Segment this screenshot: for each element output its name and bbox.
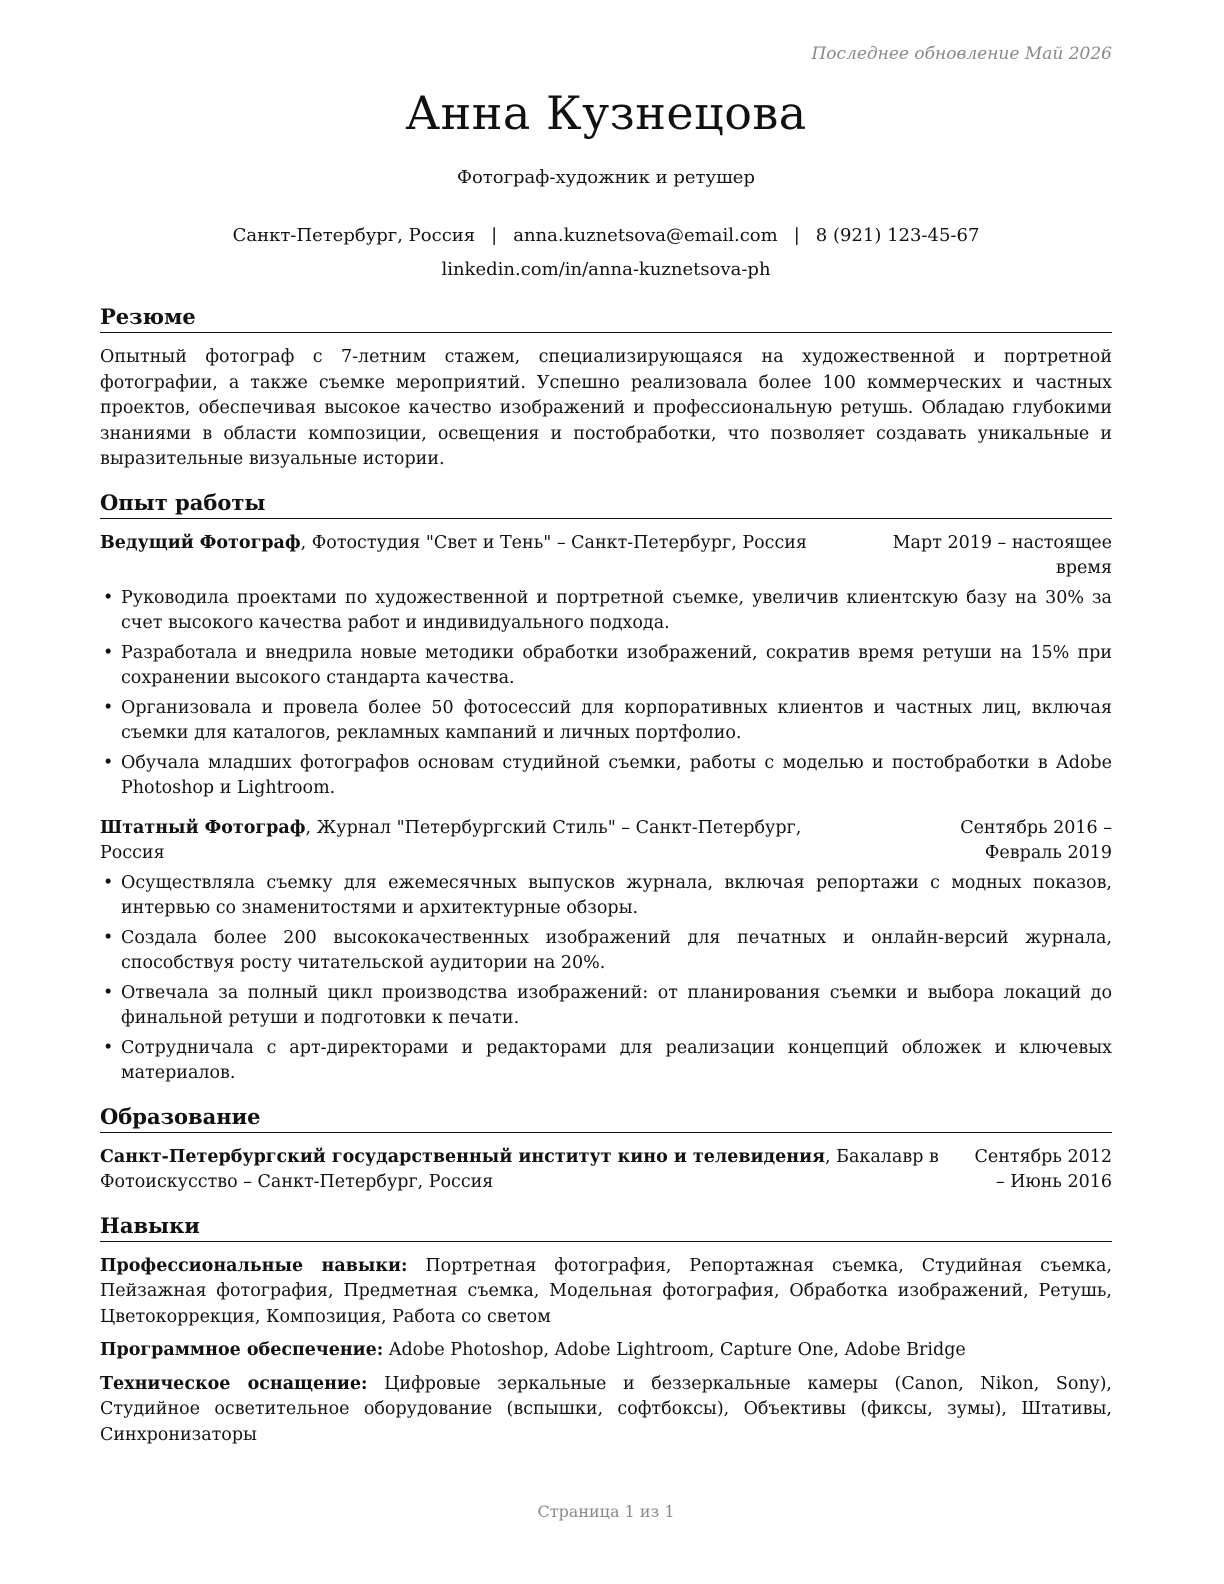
job-header: [100, 816, 1112, 867]
job-role: [100, 816, 878, 867]
bullet: •: [103, 752, 114, 773]
bullet-text: Осуществляла съемку для ежемесячных выпусков журнала, включая репортажи с модных показов, интервью со знаменитостями и архитектурные обзоры.: [121, 872, 1112, 918]
job-dates: Март 2019 – настоящее время: [892, 532, 1112, 578]
list-item: [100, 981, 1112, 1032]
contact-info: [100, 219, 1112, 287]
job-entry: [100, 531, 1112, 802]
job-entry: [100, 816, 1112, 1087]
education-detail: [100, 1145, 972, 1196]
bullet: •: [103, 642, 114, 663]
skills-section: [100, 1212, 1112, 1449]
bullet: •: [103, 927, 114, 948]
section-heading: Резюме: [100, 303, 1112, 333]
skill-label: Техническое оснащение:: [100, 1373, 368, 1394]
candidate-title: Фотограф-художник и ретушер: [457, 167, 755, 188]
last-updated: Последнее обновление Май 2026: [811, 44, 1112, 64]
bullet-text: Сотрудничала с арт-директорами и редакторами для реализации концепций обложек и ключевых материалов.: [121, 1037, 1112, 1083]
separator: |: [793, 225, 800, 246]
location: Санкт-Петербург, Россия: [232, 225, 476, 246]
list-item: [100, 641, 1112, 692]
list-item: [100, 1036, 1112, 1087]
job-role: [100, 531, 878, 557]
experience-section: [100, 489, 1112, 1087]
skill-value: Adobe Photoshop, Adobe Lightroom, Capture One, Adobe Bridge: [383, 1340, 966, 1360]
summary-section: [100, 303, 1112, 473]
bullet: •: [103, 872, 114, 893]
job-bullets: [100, 871, 1112, 1087]
skill-value: Цифровые зеркальные и беззеркальные камеры (Canon, Nikon, Sony), Студийное осветительное оборудование (вспышки, софтбоксы), Объективы (фиксы, зумы), Штативы, Синхронизаторы: [100, 1373, 1112, 1445]
linkedin-link[interactable]: linkedin.com/in/anna-kuznetsova-ph: [441, 259, 771, 280]
section-heading: Образование: [100, 1103, 1112, 1133]
job-company: , Фотостудия "Свет и Тень" – Санкт-Петербург, Россия: [300, 532, 807, 553]
skill-group: [100, 1254, 1112, 1331]
bullet-text: Руководила проектами по художественной и портретной съемке, увеличив клиентскую базу на 30% за счет высокого качества работ и индивидуального подхода.: [121, 587, 1112, 633]
contact-line-1: [100, 219, 1112, 253]
job-position: Штатный Фотограф: [100, 817, 306, 838]
skill-group: [100, 1338, 1112, 1364]
summary-text: Опытный фотограф с 7-летним стажем, специализирующаяся на художественной и портретной фотографии, а также съемке мероприятий. Успешно реализовала более 100 коммерческих и частных проектов, обеспечивая высокое качество изображений и профессиональную ретушь. Обладаю глубокими знаниями в области композиции, освещения и постобработки, что позволяет создавать уникальные и выразительные визуальные истории.: [100, 347, 1112, 469]
section-heading: Навыки: [100, 1212, 1112, 1242]
contact-line-2: [100, 253, 1112, 287]
candidate-name: Анна Кузнецова: [405, 86, 807, 140]
job-header: [100, 531, 1112, 582]
bullet-text: Создала более 200 высококачественных изображений для печатных и онлайн-версий журнала, способствуя росту читательской аудитории на 20%.: [121, 927, 1112, 973]
bullet-text: Обучала младших фотографов основам студийной съемки, работы с моделью и постобработки в Adobe Photoshop и Lightroom.: [121, 752, 1112, 798]
bullet: •: [103, 697, 114, 718]
bullet: •: [103, 982, 114, 1003]
school-name: Санкт-Петербургский государственный институт кино и телевидения: [100, 1146, 826, 1167]
job-position: Ведущий Фотограф: [100, 532, 301, 553]
bullet: •: [103, 1037, 114, 1058]
page-number: Страница 1 из 1: [537, 1502, 675, 1521]
job-company: , Журнал "Петербургский Стиль" – Санкт-Петербург, Россия: [100, 817, 802, 863]
degree: , Бакалавр в Фотоискусство – Санкт-Петербург, Россия: [100, 1146, 939, 1192]
resume-content: [100, 303, 1112, 1464]
skill-group: [100, 1372, 1112, 1449]
list-item: [100, 871, 1112, 922]
skill-label: Программное обеспечение:: [100, 1340, 384, 1360]
bullet-text: Организовала и провела более 50 фотосессий для корпоративных клиентов и частных лиц, включая съемки для каталогов, рекламных кампаний и личных портфолио.: [121, 697, 1112, 743]
job-bullets: [100, 586, 1112, 802]
resume-page: [100, 0, 1112, 1584]
bullet: •: [103, 587, 114, 608]
education-section: [100, 1103, 1112, 1196]
list-item: [100, 586, 1112, 637]
email-link[interactable]: anna.kuznetsova@email.com: [513, 225, 778, 246]
bullet-text: Отвечала за полный цикл производства изображений: от планирования съемки и выбора локаций до финальной ретуши и подготовки к печати.: [121, 982, 1112, 1028]
education-entry: [100, 1145, 1112, 1196]
section-heading: Опыт работы: [100, 489, 1112, 519]
job-dates: Сентябрь 2016 – Февраль 2019: [960, 817, 1112, 863]
skill-label: Профессиональные навыки:: [100, 1255, 408, 1276]
list-item: [100, 696, 1112, 747]
phone: 8 (921) 123-45-67: [815, 225, 980, 246]
skill-value: Портретная фотография, Репортажная съемка, Студийная съемка, Пейзажная фотография, Предметная съемка, Модельная фотография, Обработка изображений, Ретушь, Цветокоррекция, Композиция, Работа со светом: [100, 1255, 1112, 1327]
education-dates: Сентябрь 2012 – Июнь 2016: [974, 1146, 1112, 1192]
list-item: [100, 751, 1112, 802]
list-item: [100, 926, 1112, 977]
bullet-text: Разработала и внедрила новые методики обработки изображений, сократив время ретуши на 15% при сохранении высокого стандарта качества.: [121, 642, 1112, 688]
separator: |: [491, 225, 498, 246]
